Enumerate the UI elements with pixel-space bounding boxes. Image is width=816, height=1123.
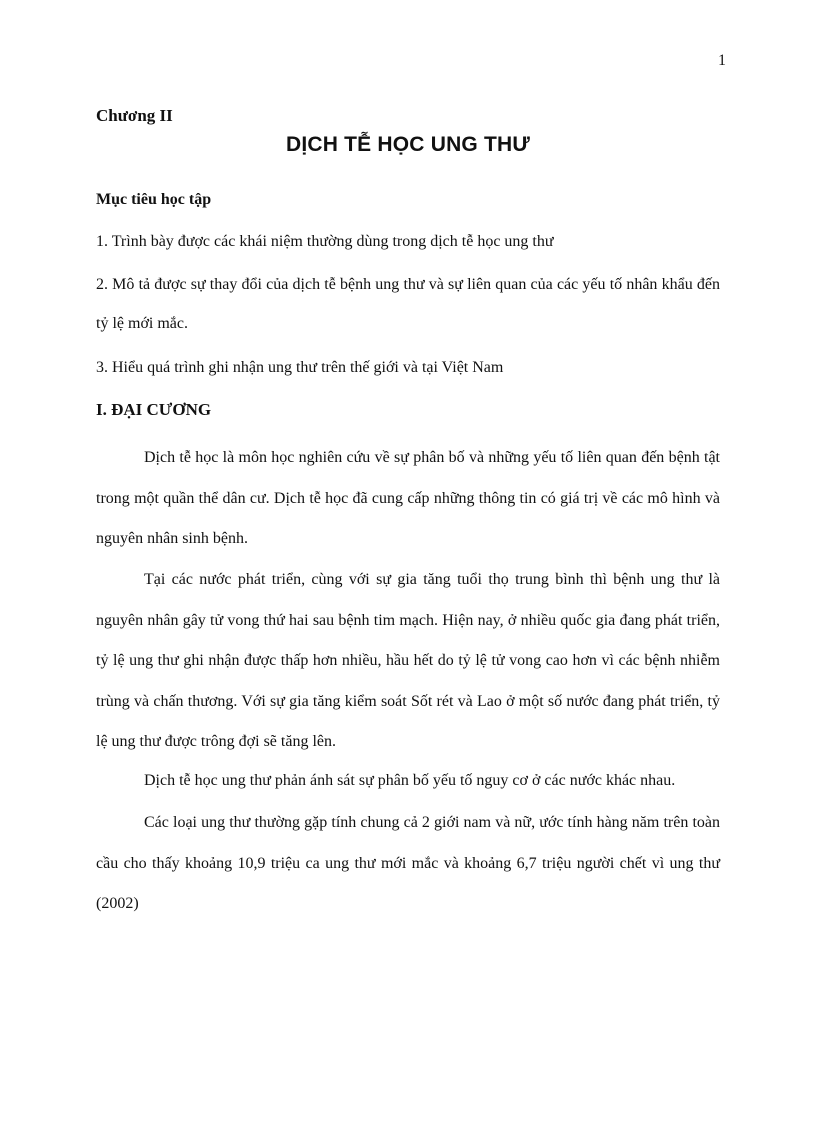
page-number: 1 — [718, 52, 726, 69]
body-paragraph-4: Các loại ung thư thường gặp tính chung cả 2 giới nam và nữ, ước tính hàng năm trên toàn cầu cho thấy khoảng 10,9 triệu ca ung thư mới mắc và khoảng 6,7 triệu người chết vì ung thư (2002) — [96, 814, 720, 912]
objective-item-2: 2. Mô tả được sự thay đổi của dịch tễ bệnh ung thư và sự liên quan của các yếu tố nhân khẩu đến tỷ lệ mới mắc. — [96, 276, 720, 332]
objective-item-1: 1. Trình bày được các khái niệm thường dùng trong dịch tễ học ung thư — [96, 233, 554, 250]
section-heading: I. ĐẠI CƯƠNG — [96, 400, 212, 419]
body-paragraph-1: Dịch tễ học là môn học nghiên cứu về sự phân bố và những yếu tố liên quan đến bệnh tật trong một quần thể dân cư. Dịch tễ học đã cung cấp những thông tin có giá trị về các mô hình và nguyên nhân sinh bệnh. — [96, 449, 720, 547]
body-paragraph-3: Dịch tễ học ung thư phản ánh sát sự phân bố yếu tố nguy cơ ở các nước khác nhau. — [144, 772, 676, 789]
document-title: DỊCH TỄ HỌC UNG THƯ — [285, 133, 531, 156]
chapter-label: Chương II — [96, 106, 173, 125]
objective-item-3: 3. Hiểu quá trình ghi nhận ung thư trên thế giới và tại Việt Nam — [96, 359, 504, 376]
body-paragraph-2: Tại các nước phát triển, cùng với sự gia tăng tuổi thọ trung bình thì bệnh ung thư là nguyên nhân gây tử vong thứ hai sau bệnh tim mạch. Hiện nay, ở nhiều quốc gia đang phát triển, tỷ lệ ung thư ghi nhận được thấp hơn nhiều, hầu hết do tỷ lệ tử vong cao hơn vì các bệnh nhiễm trùng và chấn thương. Với sự gia tăng kiểm soát Sốt rét và Lao ở một số nước đang phát triển, tỷ lệ ung thư được trông đợi sẽ tăng lên. — [96, 571, 720, 750]
objectives-heading: Mục tiêu học tập — [96, 191, 212, 208]
